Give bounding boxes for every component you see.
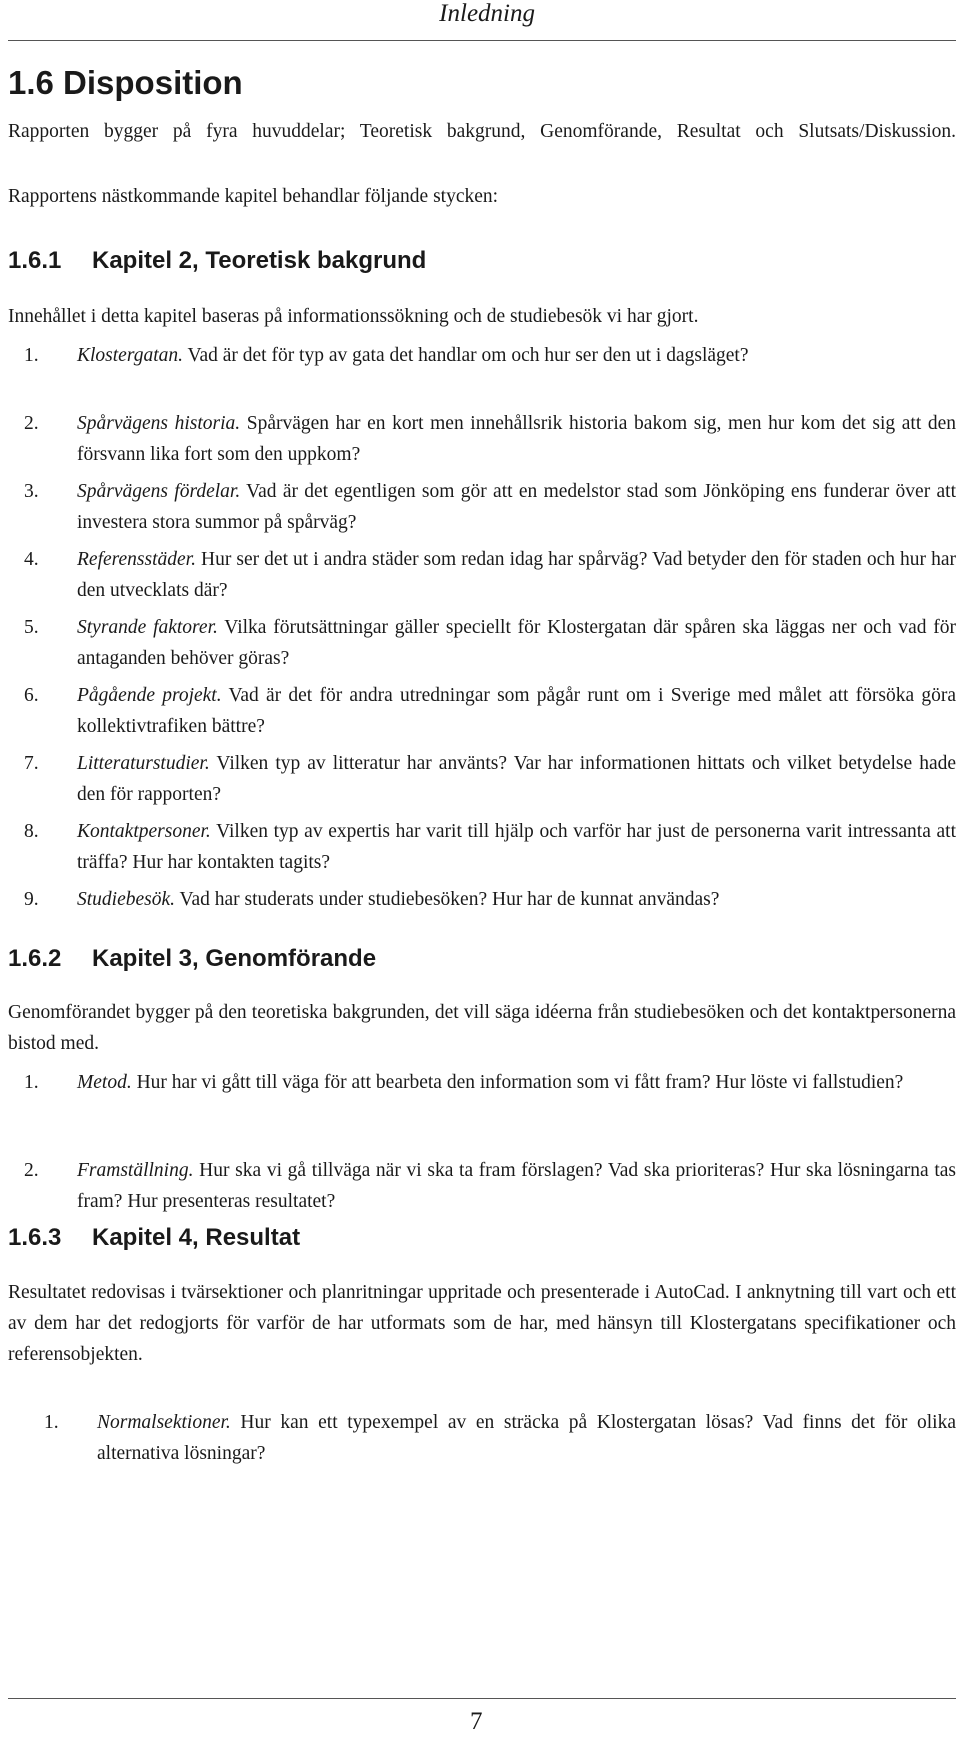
- list-item: [24, 1067, 956, 1155]
- subsection-heading-ch4: [8, 1224, 300, 1252]
- list-number: 9.: [24, 889, 39, 910]
- list-term: Spårvägens fördelar.: [77, 481, 241, 502]
- list-term: Spårvägens historia.: [77, 413, 241, 434]
- subsection-number: 1.6.2: [8, 945, 62, 972]
- list-text: Vad är det egentligen som gör att en medelstor stad som Jönköping ens funderar över att investera stora summor på spårväg?: [77, 481, 956, 533]
- list-term: Framställning.: [77, 1160, 194, 1181]
- list-item: [24, 680, 956, 748]
- list-text: Hur ser det ut i andra städer som redan idag har spårväg? Vad betyder den för staden och hur har den utvecklats där?: [77, 549, 956, 601]
- section-heading: 1.6 Disposition: [8, 64, 243, 101]
- subsection-title: Kapitel 3, Genomförande: [92, 945, 377, 972]
- list-number: 1.: [44, 1412, 59, 1433]
- list-item: [24, 340, 956, 408]
- list-number: 7.: [24, 753, 39, 774]
- ch3-intro: Genomförandet bygger på den teoretiska bakgrunden, det vill säga idéerna från studiebesöken och det kontaktpersonerna bistod med.: [8, 1002, 956, 1054]
- list-term: Litteraturstudier.: [77, 753, 210, 774]
- list-number: 1.: [24, 1072, 39, 1093]
- list-term: Kontaktpersoner.: [77, 821, 211, 842]
- ch2-list: [24, 340, 956, 924]
- list-term: Styrande faktorer.: [77, 617, 218, 638]
- list-item: [24, 748, 956, 816]
- list-number: 8.: [24, 821, 39, 842]
- header-rule: [8, 40, 956, 41]
- list-item: [44, 1407, 956, 1469]
- subsection-number: 1.6.3: [8, 1224, 62, 1251]
- list-text: Hur kan ett typexempel av en sträcka på Klostergatan lösas? Vad finns det för olika alternativa lösningar?: [97, 1412, 956, 1464]
- ch4-list: [44, 1407, 956, 1469]
- intro-lead: Rapportens nästkommande kapitel behandlar följande stycken:: [8, 186, 499, 207]
- list-number: 4.: [24, 549, 39, 570]
- list-text: Vad är det för andra utredningar som pågår runt om i Sverige med målet att försöka göra kollektivtrafiken bättre?: [77, 685, 957, 737]
- list-term: Klostergatan.: [77, 345, 183, 366]
- list-text: Vad har studerats under studiebesöken? Hur har de kunnat användas?: [175, 889, 720, 910]
- list-term: Normalsektioner.: [97, 1412, 231, 1433]
- list-text: Vilken typ av expertis har varit till hjälp och varför har just de personerna varit intressanta att träffa? Hur har kontakten tagits?: [77, 821, 956, 873]
- list-text: Hur ska vi gå tillväga när vi ska ta fram förslagen? Vad ska prioriteras? Hur ska lösningarna tas fram? Hur presenteras resultatet?: [77, 1160, 956, 1212]
- list-text: Vad är det för typ av gata det handlar om och hur ser den ut i dagsläget?: [183, 345, 749, 366]
- list-item: [24, 476, 956, 544]
- list-text: Spårvägen har en kort men innehållsrik historia bakom sig, men hur kom det sig att den försvann lika fort som den uppkom?: [77, 413, 956, 465]
- subsection-title: Kapitel 4, Resultat: [92, 1224, 301, 1251]
- intro-paragraph: Rapporten bygger på fyra huvuddelar; Teoretisk bakgrund, Genomförande, Resultat och Slutsats/Diskussion.: [8, 121, 956, 142]
- list-item: [24, 884, 956, 924]
- running-header: Inledning: [439, 0, 535, 27]
- list-text: Vilken typ av litteratur har använts? Var har informationen hittats och vilket betydelse hade den för rapporten?: [77, 753, 956, 805]
- list-number: 2.: [24, 1160, 39, 1181]
- list-item: [24, 544, 956, 612]
- subsection-heading-ch2: [8, 247, 426, 275]
- page-number: 7: [470, 1708, 483, 1735]
- subsection-heading-ch3: [8, 945, 376, 973]
- subsection-number: 1.6.1: [8, 247, 62, 274]
- list-number: 2.: [24, 413, 39, 434]
- list-term: Studiebesök.: [77, 889, 176, 910]
- list-term: Metod.: [77, 1072, 132, 1093]
- subsection-title: Kapitel 2, Teoretisk bakgrund: [92, 247, 427, 274]
- list-item: [24, 1155, 956, 1223]
- ch4-intro: Resultatet redovisas i tvärsektioner och planritningar uppritade och presenterade i AutoCad. I anknytning till vart och ett av dem har det redogjorts för varför de har utformats som de har, med hänsyn till Klostergatans specifikationer och referensobjekten.: [8, 1282, 956, 1365]
- list-term: Pågående projekt.: [77, 685, 222, 706]
- list-number: 6.: [24, 685, 39, 706]
- list-item: [24, 612, 956, 680]
- list-item: [24, 408, 956, 476]
- list-text: Hur har vi gått till väga för att bearbeta den information som vi fått fram? Hur löste vi fallstudien?: [131, 1072, 904, 1093]
- list-number: 3.: [24, 481, 39, 502]
- list-number: 5.: [24, 617, 39, 638]
- ch2-intro: Innehållet i detta kapitel baseras på informationssökning och de studiebesök vi har gjort.: [8, 306, 699, 327]
- list-term: Referensstäder.: [77, 549, 196, 570]
- list-item: [24, 816, 956, 884]
- ch3-list: [24, 1067, 956, 1223]
- list-number: 1.: [24, 345, 39, 366]
- footer-rule: [8, 1698, 956, 1699]
- list-text: Vilka förutsättningar gäller speciellt för Klostergatan där spåren ska läggas ner och vad för antaganden behöver göras?: [77, 617, 956, 669]
